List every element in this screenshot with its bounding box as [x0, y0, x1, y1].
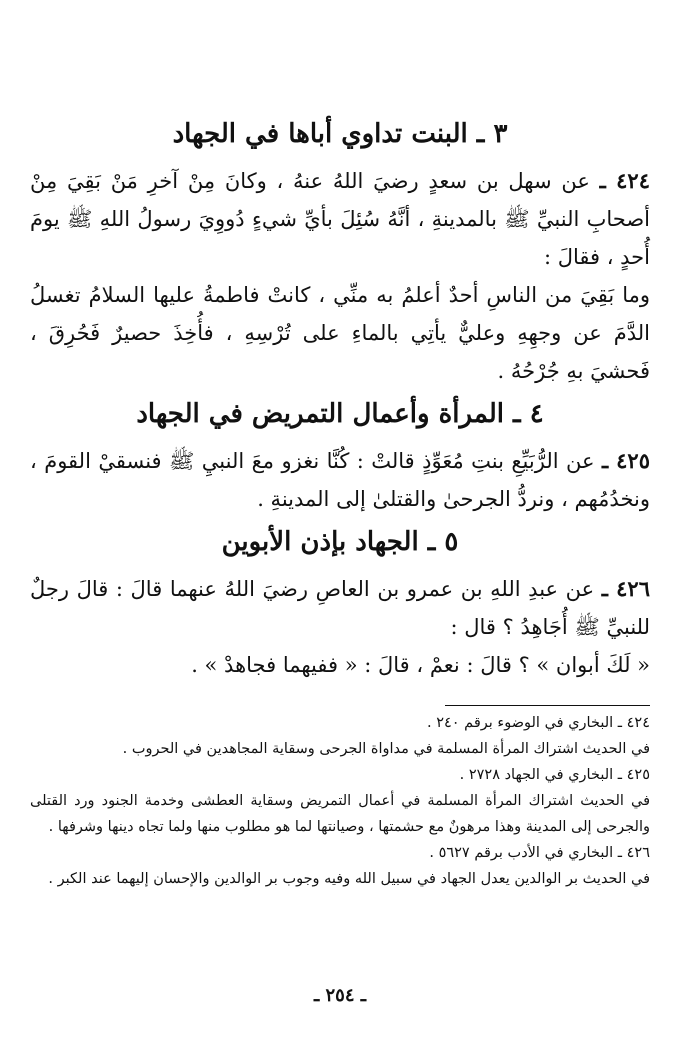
- hadith-424-paragraph-2: وما بَقِيَ من الناسِ أحدٌ أعلمُ به منِّي ، كانتْ فاطمةُ عليها السلامُ تغسلُ الدَّمَ عن وجهِهِ وعليٌّ يأتِي بالماءِ على تُرْسِهِ ، فأُخِذَ حصيرٌ فَحُرِقَ ، فَحشيَ بهِ جُرْحُهُ .: [30, 283, 650, 383]
- hadith-text: عن سهل بن سعدٍ رضيَ اللهُ عنهُ ، وكانَ مِنْ آخرِ مَنْ بَقِيَ مِنْ أصحابِ النبيِّ ﷺ بالمدينةِ ، أنَّهُ سُئِلَ بأيِّ شيءٍ دُووِيَ رسولُ اللهِ ﷺ يومَ أُحدٍ ، فقالَ :: [30, 169, 650, 269]
- footnote-body-424: في الحديث اشتراك المرأة المسلمة في مداواة الجرحى وسقاية المجاهدين في الحروب .: [122, 741, 650, 757]
- hadith-text: عن الرُّبَيِّعِ بنتِ مُعَوِّذٍ قالتْ : كُنَّا نغزو معَ النبيِ ﷺ فنسقيْ القومَ ، ونخدُمُهم ، ونردُّ الجرحىٰ والقتلىٰ إلى المدينةِ .: [30, 449, 650, 511]
- hadith-number: ٤٢٥ ـ: [601, 448, 650, 473]
- footnotes: [30, 710, 650, 892]
- hadith-425: [30, 442, 650, 518]
- hadith-426-paragraph-2: « لَكَ أبوان » ؟ قالَ : نعمْ ، قالَ : « ففيهما فجاهدْ » .: [191, 653, 650, 677]
- footnote-ref-426: ٤٢٦ ـ البخاري في الأدب برقم ٥٦٢٧ .: [429, 845, 650, 861]
- hadith-number: ٤٢٤ ـ: [599, 168, 650, 193]
- hadith-426-paragraph-1: [30, 570, 650, 646]
- hadith-425-paragraph-1: [30, 442, 650, 518]
- footnote-body-426: في الحديث بر الوالدين يعدل الجهاد في سبيل الله وفيه وجوب بر الوالدين والإحسان إليهما عند الكبر .: [48, 871, 650, 887]
- hadith-text: عن عبدِ اللهِ بن عمرو بن العاصِ رضيَ اللهُ عنهما قالَ : قالَ رجلٌ للنبيِّ ﷺ أُجَاهِدُ ؟ قال :: [30, 577, 650, 639]
- footnote-ref-425: ٤٢٥ ـ البخاري في الجهاد ٢٧٢٨ .: [459, 767, 650, 783]
- hadith-426: [30, 570, 650, 684]
- hadith-424-paragraph-1: [30, 162, 650, 276]
- footnote-body-425: في الحديث اشتراك المرأة المسلمة في أعمال التمريض وسقاية العطشى وخدمة الجنود ورد القتلى والجرحى إلى المدينة وهذا مرهونٌ مع حشمتها ، وصيانتها لما هو مطلوب منها ولما تجاه دينها وشرفها .: [30, 793, 650, 835]
- footnote-divider: [445, 705, 650, 706]
- section-heading-4: ٤ ـ المرأة وأعمال التمريض في الجهاد: [136, 399, 544, 429]
- page-number: ـ ٢٥٤ ـ: [313, 985, 367, 1006]
- section-heading-5: ٥ ـ الجهاد بإذن الأبوين: [221, 527, 459, 557]
- footnote-ref-424: ٤٢٤ ـ البخاري في الوضوء برقم ٢٤٠ .: [426, 715, 650, 731]
- section-heading-3: ٣ ـ البنت تداوي أباها في الجهاد: [172, 119, 508, 149]
- hadith-number: ٤٢٦ ـ: [601, 576, 650, 601]
- hadith-424: [30, 162, 650, 390]
- page-body: [30, 110, 650, 684]
